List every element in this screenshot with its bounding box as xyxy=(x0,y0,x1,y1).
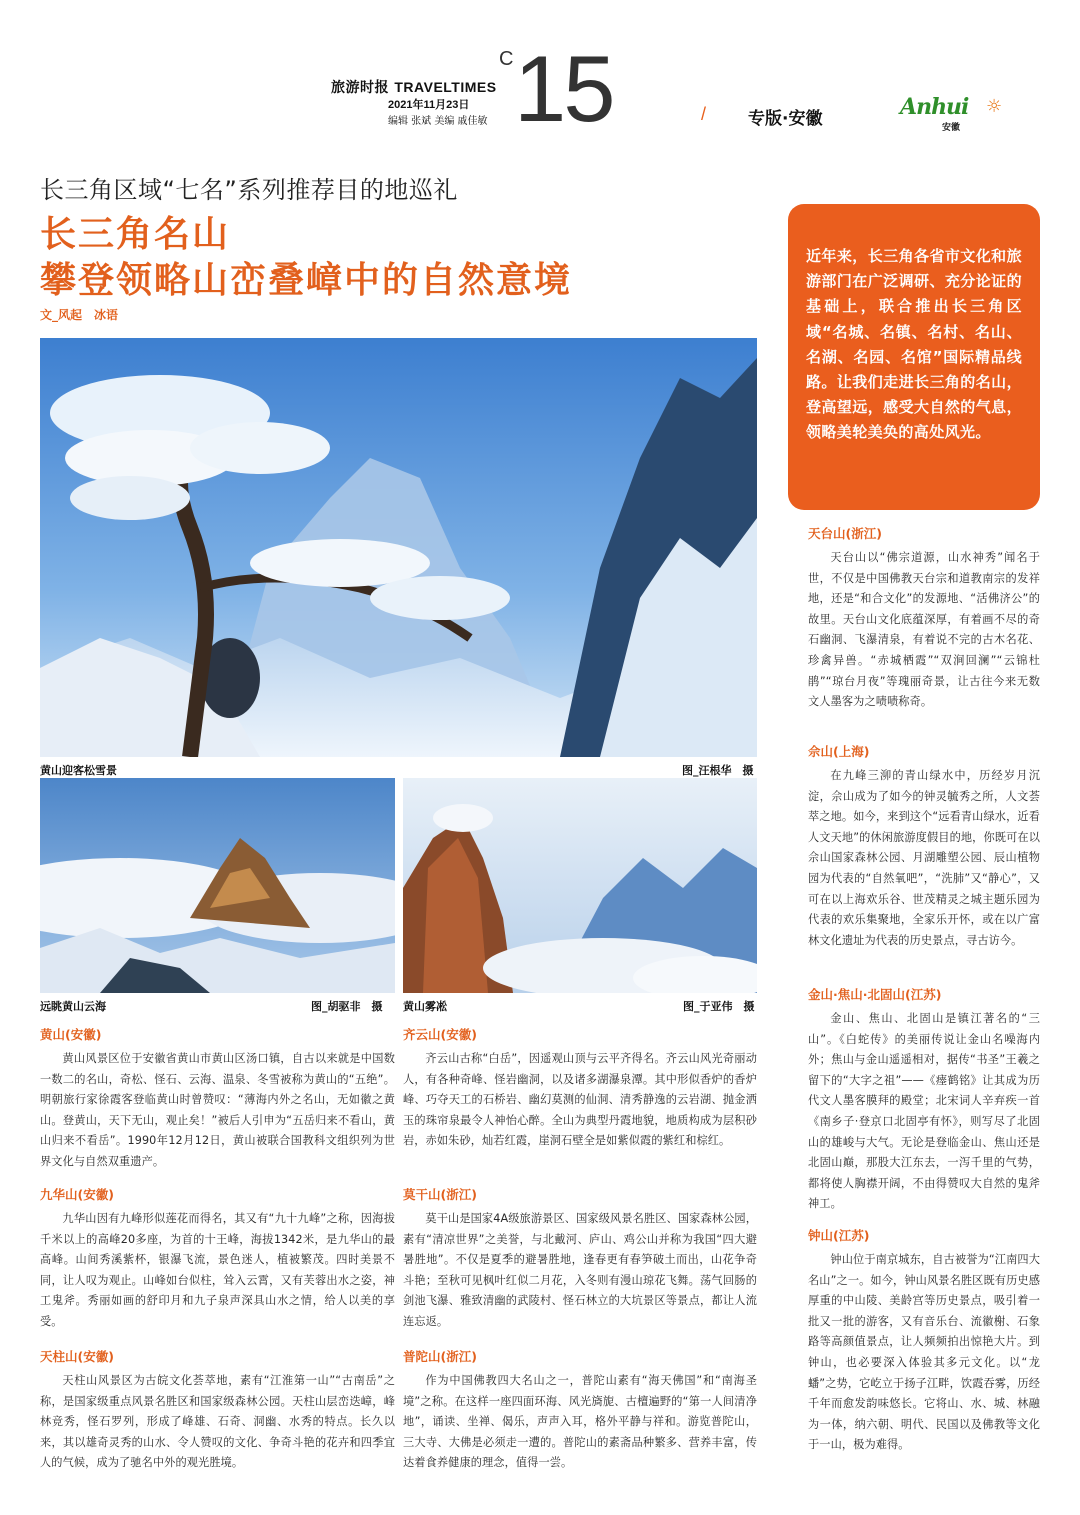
headline-title-line2: 攀登领略山峦叠嶂中的自然意境 xyxy=(40,259,573,301)
section-title: 专版·安徽 xyxy=(748,109,823,129)
left-photo-caption: 远眺黄山云海 xyxy=(40,1000,106,1013)
logo-subtext: 安徽 xyxy=(942,123,961,133)
article-body: 金山、焦山、北固山是镇江著名的“三山”。《白蛇传》的美丽传说让金山名噪海内外；焦山与金山遥遥相对，据传“书圣”王羲之留下的“大字之祖”——《瘗鹤铭》让其成为历代文人墨客膜拜的殿堂；北宋词人辛弃疾一首《南乡子·登京口北固亭有怀》，则写尽了北固山的雄峻与大气。无论是登临金山、焦山还是北固山巅，那股大江东去，一泻千里的气势，都将使人胸襟开阔，不由得赞叹大自然的鬼斧神工。 xyxy=(808,1012,1040,1211)
article-putuoshan xyxy=(403,1347,757,1474)
article-body: 天台山以“佛宗道源，山水神秀”闻名于世，不仅是中国佛教天台宗和道教南宗的发祥地，还是“和合文化”的发源地、“活佛济公”的故里。天台山文化底蕴深厚，有着画不尽的奇石幽洞、飞瀑清泉，有着说不完的古木名花、珍禽异兽。“赤城栖霞”“双涧回澜”“云锦杜鹃”“琼台月夜”等瑰丽奇景，让古往今来无数文人墨客为之啧啧称奇。 xyxy=(808,551,1040,709)
page-number: 15 xyxy=(514,36,613,141)
intro-box xyxy=(788,204,1040,510)
article-jinshan-jiaoshan-beigushan xyxy=(808,985,1040,1215)
article-tianzhushan xyxy=(40,1347,395,1474)
article-title: 天台山(浙江) xyxy=(808,526,882,541)
anhui-logo xyxy=(898,92,1008,132)
article-body: 齐云山古称“白岳”，因遥观山顶与云平齐得名。齐云山风光奇丽动人，有各种奇峰、怪岩幽洞，以及诸多湖瀑泉潭。其中形似香炉的香炉峰、巧夺天工的石桥岩、幽幻莫测的仙洞、清秀静逸的云岩湖、抛金洒玉的珠帘泉最令人神怡心醉。全山为典型丹霞地貌，地质构成为层积砂岩，赤如朱砂，灿若红霞，崖洞石壁全是如紫似霞的紫红和棕红。 xyxy=(403,1052,757,1148)
right-photo-caption: 黄山雾凇 xyxy=(403,1000,447,1013)
article-body: 钟山位于南京城东，自古被誉为“江南四大名山”之一。如今，钟山风景名胜区既有历史感厚重的中山陵、美龄宫等历史景点，吸引着一批又一批的游客，又有音乐台、流徽榭、石象路等高颜值景点，让人频频拍出惊艳大片。到钟山，也必要深入体验其多元文化。以“龙蟠”之势，它屹立于扬子江畔，饮霞吞雾，历经千年而愈发韵味悠长。它将山、水、城、林融为一体，纳六朝、明代、民国以及佛教等文化于一山，极为难得。 xyxy=(808,1253,1040,1452)
article-body: 九华山因有九峰形似莲花而得名，其又有“九十九峰”之称，因海拔千米以上的高峰20多座，为首的十王峰，海拔1342米，是九华山的最高峰。山间秀溪紫杯，银瀑飞流，景色迷人，植被繁茂。四时美景不同，让人叹为观止。山峰如台似柱，耸入云霄，又有芙蓉出水之姿，神工鬼斧。秀丽如画的舒印月和九子泉声深具山水之情，给人以美的享受。 xyxy=(40,1212,395,1328)
article-body: 天柱山风景区为古皖文化荟萃地，素有“江淮第一山”“古南岳”之称，是国家级重点风景名胜区和国家级森林公园。天柱山层峦迭嶂，峰林竞秀，怪石罗列，形成了峰雄、石奇、洞幽、水秀的特点。长久以来，其以雄奇灵秀的山水、令人赞叹的文化、争奇斗艳的花卉和四季宜人的气候，成为了驰名中外的观光胜境。 xyxy=(40,1374,395,1470)
article-qiyunshan xyxy=(403,1025,757,1152)
main-photo-caption: 黄山迎客松雪景 xyxy=(40,764,117,777)
main-photo-credit: 图_汪根华 摄 xyxy=(682,764,754,777)
headline-title-line1: 长三角名山 xyxy=(40,213,231,255)
article-title: 黄山(安徽) xyxy=(40,1027,102,1042)
article-jiuhuashan xyxy=(40,1185,395,1333)
article-title: 佘山(上海) xyxy=(808,744,870,759)
photo-huangshan-rime xyxy=(403,778,757,993)
article-moganshan xyxy=(403,1185,757,1333)
article-zhongshan xyxy=(808,1226,1040,1456)
left-photo-credit: 图_胡驱非 摄 xyxy=(311,1000,383,1013)
article-title: 齐云山(安徽) xyxy=(403,1027,477,1042)
headline-kicker: 长三角区域“七名”系列推荐目的地巡礼 xyxy=(40,176,458,204)
article-title: 普陀山(浙江) xyxy=(403,1349,477,1364)
photo-huangshan-cloud-sea xyxy=(40,778,395,993)
article-title: 九华山(安徽) xyxy=(40,1187,114,1202)
article-sheshan xyxy=(808,742,1040,951)
article-tiantaishan xyxy=(808,524,1040,713)
editor-credit: 编辑 张斌 美编 戚佳敏 xyxy=(388,116,488,127)
right-photo-credit: 图_于亚伟 摄 xyxy=(683,1000,755,1013)
newspaper-brand: 旅游时报 TRAVELTIMES xyxy=(331,79,497,96)
article-body: 莫干山是国家4A级旅游景区、国家级风景名胜区、国家森林公园，素有“清凉世界”之美誉，与北戴河、庐山、鸡公山并称为我国“四大避暑胜地”。不仅是夏季的避暑胜地，逢春更有春笋破土而出，山花争奇斗艳；至秋可见枫叶红似二月花，入冬则有漫山琼花飞舞。荡气回肠的剑池飞瀑、雅致清幽的武陵村、怪石林立的大坑景区等景点，都让人流连忘返。 xyxy=(403,1212,757,1328)
logo-wordmark: Anhui xyxy=(900,94,969,120)
article-title: 钟山(江苏) xyxy=(808,1228,870,1243)
main-photo-huangshan-pine xyxy=(40,338,757,757)
intro-text: 近年来，长三角各省市文化和旅游部门在广泛调研、充分论证的基础上，联合推出长三角区域“名城、名镇、名村、名山、名湖、名园、名馆”国际精品线路。让我们走进长三角的名山，登高望远，感受大自然的气息，领略美轮美奂的高处风光。 xyxy=(806,247,1022,442)
logo-mark-icon: ☼ xyxy=(986,96,1003,117)
divider-slash: / xyxy=(701,104,707,124)
article-title: 莫干山(浙江) xyxy=(403,1187,477,1202)
article-title: 金山·焦山·北固山(江苏) xyxy=(808,987,942,1002)
byline: 文_风起 冰语 xyxy=(40,308,119,322)
article-body: 在九峰三泖的青山绿水中，历经岁月沉淀，佘山成为了如今的钟灵毓秀之所，人文荟萃之地。如今，来到这个“远看青山绿水，近看人文天地”的休闲旅游度假目的地，你既可在以佘山国家森林公园、月湖雕塑公园、辰山植物园为代表的“自然氧吧”，“洗肺”又“静心”，又可在以上海欢乐谷、世茂精灵之城主题乐园为代表的欢乐集聚地，全家乐开怀，或在以广富林文化遗址为代表的历史景点，寻古访今。 xyxy=(808,769,1040,947)
article-title: 天柱山(安徽) xyxy=(40,1349,114,1364)
article-body: 黄山风景区位于安徽省黄山市黄山区汤口镇，自古以来就是中国数一数二的名山，奇松、怪石、云海、温泉、冬雪被称为黄山的“五绝”。明朝旅行家徐霞客登临黄山时曾赞叹：“薄海内外之名山，无如徽之黄山。登黄山，天下无山，观止矣！”被后人引申为“五岳归来不看山，黄山归来不看岳”。1990年12月12日，黄山被联合国教科文组织列为世界文化与自然双重遗产。 xyxy=(40,1052,395,1168)
issue-date: 2021年11月23日 xyxy=(388,99,470,111)
article-body: 作为中国佛教四大名山之一，普陀山素有“海天佛国”和“南海圣境”之称。在这样一座四面环海、风光旖旎、古檀遍野的“第一人间清净地”，诵读、坐禅、偈乐，声声入耳，格外平静与祥和。游览普陀山，三大寺、大佛是必须走一遭的。普陀山的素斋品种繁多、营养丰富，传达着食养健康的理念，值得一尝。 xyxy=(403,1374,757,1470)
edition-letter: C xyxy=(499,48,514,70)
article-huangshan xyxy=(40,1025,395,1173)
